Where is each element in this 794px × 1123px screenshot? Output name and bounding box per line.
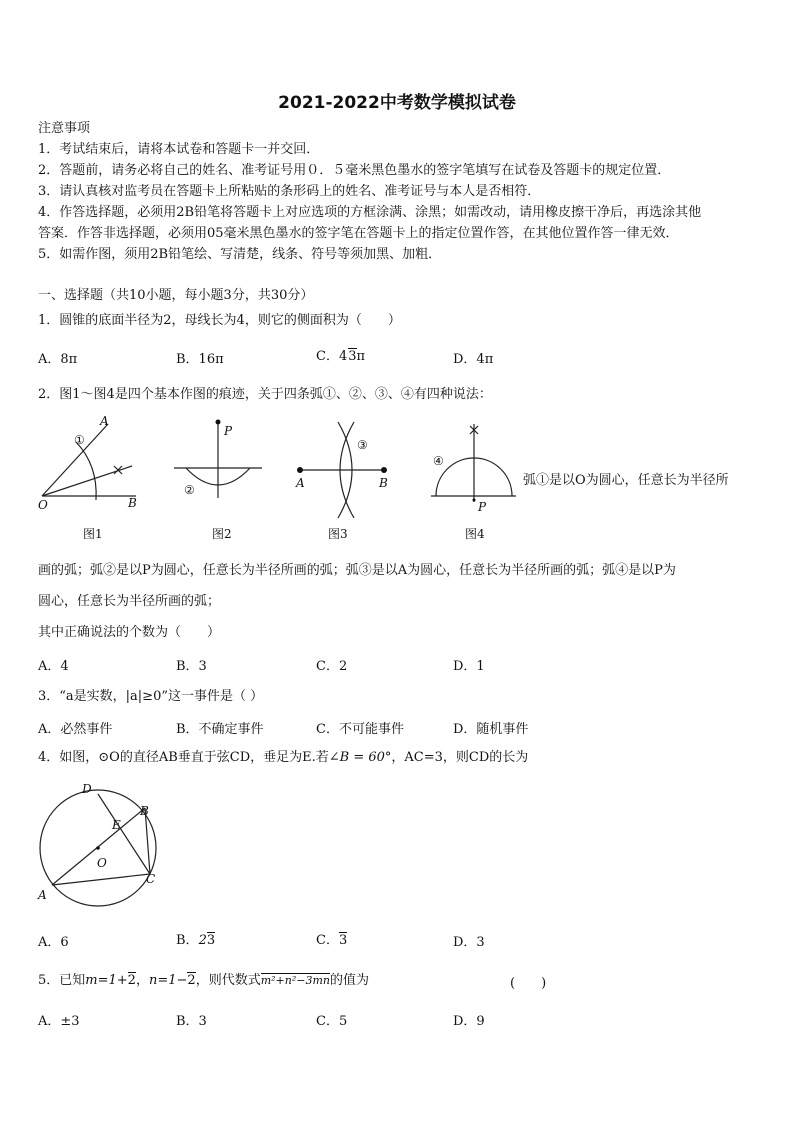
fig4-caption: 图4 bbox=[465, 527, 485, 541]
q4-option-b: B．23 bbox=[176, 933, 216, 948]
q2-cont-1: 画的弧；弧②是以P为圆心，任意长为半径所画的弧；弧③是以A为圆心，任意长为半径所画的弧；弧④是以P为 bbox=[38, 563, 676, 578]
q3-stem: 3．“a是实数，|a|≥0”这一事件是（ ） bbox=[38, 689, 264, 704]
q5-n-radical: 2 bbox=[187, 973, 196, 988]
fig1-label-a: A bbox=[100, 414, 109, 428]
q2-question: 其中正确说法的个数为（ ） bbox=[38, 625, 221, 640]
q1-option-b: B．16π bbox=[176, 352, 224, 367]
fig4-label-arc: ④ bbox=[433, 454, 444, 468]
notice-item-5: 5．如需作图，须用2B铅笔绘、写清楚，线条、符号等须加黑、加粗． bbox=[38, 247, 442, 262]
chord-ac bbox=[52, 874, 150, 885]
q4-option-d: D．3 bbox=[453, 935, 485, 950]
q4-label-o: O bbox=[97, 856, 107, 870]
fig3-caption: 图3 bbox=[328, 527, 348, 541]
q1-option-c: C．43π bbox=[316, 349, 366, 364]
q2-option-c: C．2 bbox=[316, 659, 348, 674]
page-title: 2021-2022中考数学模拟试卷 bbox=[278, 93, 516, 113]
q2-stem: 2．图1～图4是四个基本作图的痕迹，关于四条弧①、②、③、④有四种说法： bbox=[38, 387, 492, 402]
q4-option-a: A．6 bbox=[38, 935, 69, 950]
fig3-label-b: B bbox=[379, 476, 388, 490]
q3-option-d: D．随机事件 bbox=[453, 722, 529, 737]
q1-c-radical: 3 bbox=[348, 349, 357, 364]
q4-label-b: B bbox=[140, 804, 149, 818]
q5-option-a: A．±3 bbox=[38, 1014, 80, 1029]
q3-option-a: A．必然事件 bbox=[38, 722, 113, 737]
notice-item-1: 1．考试结束后，请将本试卷和答题卡一并交回． bbox=[38, 142, 320, 157]
fig1-label-b: B bbox=[128, 496, 137, 510]
q4-circle-figure bbox=[30, 778, 170, 908]
q4-label-a: A bbox=[38, 888, 47, 902]
q4-label-d: D bbox=[82, 782, 92, 796]
q5-answer-paren: ( ) bbox=[510, 976, 547, 991]
fig1-arc bbox=[76, 442, 96, 500]
q2-option-b: B．3 bbox=[176, 659, 207, 674]
q2-side-text: 弧①是以O为圆心，任意长为半径所 bbox=[523, 473, 729, 488]
section-heading: 一、选择题（共10小题，每小题3分，共30分） bbox=[38, 288, 314, 303]
fig3-label-a: A bbox=[296, 476, 305, 490]
fig2-label-arc: ② bbox=[184, 483, 195, 497]
q5-option-d: D．9 bbox=[453, 1014, 485, 1029]
fig1-label-o: O bbox=[38, 498, 48, 512]
q2-option-a: A．4 bbox=[38, 659, 69, 674]
fig4-label-p: P bbox=[478, 500, 487, 514]
q4-label-e: E bbox=[112, 818, 121, 832]
notice-item-3: 3．请认真核对监考员在答题卡上所粘贴的条形码上的姓名、准考证号与本人是否相符． bbox=[38, 184, 541, 199]
q4-option-c: C．3 bbox=[316, 933, 348, 948]
q5-option-b: B．3 bbox=[176, 1014, 207, 1029]
q4-label-c: C bbox=[146, 872, 156, 886]
q5-option-c: C．5 bbox=[316, 1014, 348, 1029]
q1-stem: 1．圆锥的底面半径为2，母线长为4，则它的侧面积为（ ） bbox=[38, 313, 401, 328]
q4-stem: 4．如图，⊙O的直径AB垂直于弦CD，垂足为E.若∠B = 60°，AC=3，则CD的长为 bbox=[38, 750, 529, 765]
q3-option-b: B．不确定事件 bbox=[176, 722, 264, 737]
fig3-label-arc: ③ bbox=[357, 438, 368, 452]
notice-item-2: 2．答题前，请务必将自己的姓名、准考证号用０．５毫米黑色墨水的签字笔填写在试卷及答题卡的规定位置． bbox=[38, 163, 671, 178]
q1-option-d: D．4π bbox=[453, 352, 494, 367]
notice-item-4-cont: 答案．作答非选择题，必须用05毫米黑色墨水的签字笔在答题卡上的指定位置作答，在其他位置作答一律无效． bbox=[38, 226, 679, 241]
fig1-caption: 图1 bbox=[83, 527, 103, 541]
q1-option-a: A．8π bbox=[38, 352, 78, 367]
q5-m-radical: 2 bbox=[127, 973, 136, 988]
q4-c-radical: 3 bbox=[338, 933, 348, 948]
q4-b-radical: 3 bbox=[206, 933, 216, 948]
fig2-label-p: P bbox=[224, 424, 233, 438]
q2-option-d: D．1 bbox=[453, 659, 485, 674]
q2-cont-2: 圆心，任意长为半径所画的弧； bbox=[38, 594, 221, 609]
q5-big-radical: m²+n²−3mn bbox=[260, 974, 330, 987]
notice-item-4: 4．作答选择题，必须用2B铅笔将答题卡上对应选项的方框涂满、涂黑；如需改动，请用橡皮擦干净后，再选涂其他 bbox=[38, 205, 702, 220]
fig1-label-arc: ① bbox=[74, 433, 85, 447]
q3-option-c: C．不可能事件 bbox=[316, 722, 404, 737]
q5-stem: 5．已知m=1+2，n=1−2，则代数式m²+n²−3mn的值为 bbox=[38, 973, 370, 988]
fig2-caption: 图2 bbox=[212, 527, 232, 541]
notice-heading: 注意事项 bbox=[38, 121, 91, 136]
